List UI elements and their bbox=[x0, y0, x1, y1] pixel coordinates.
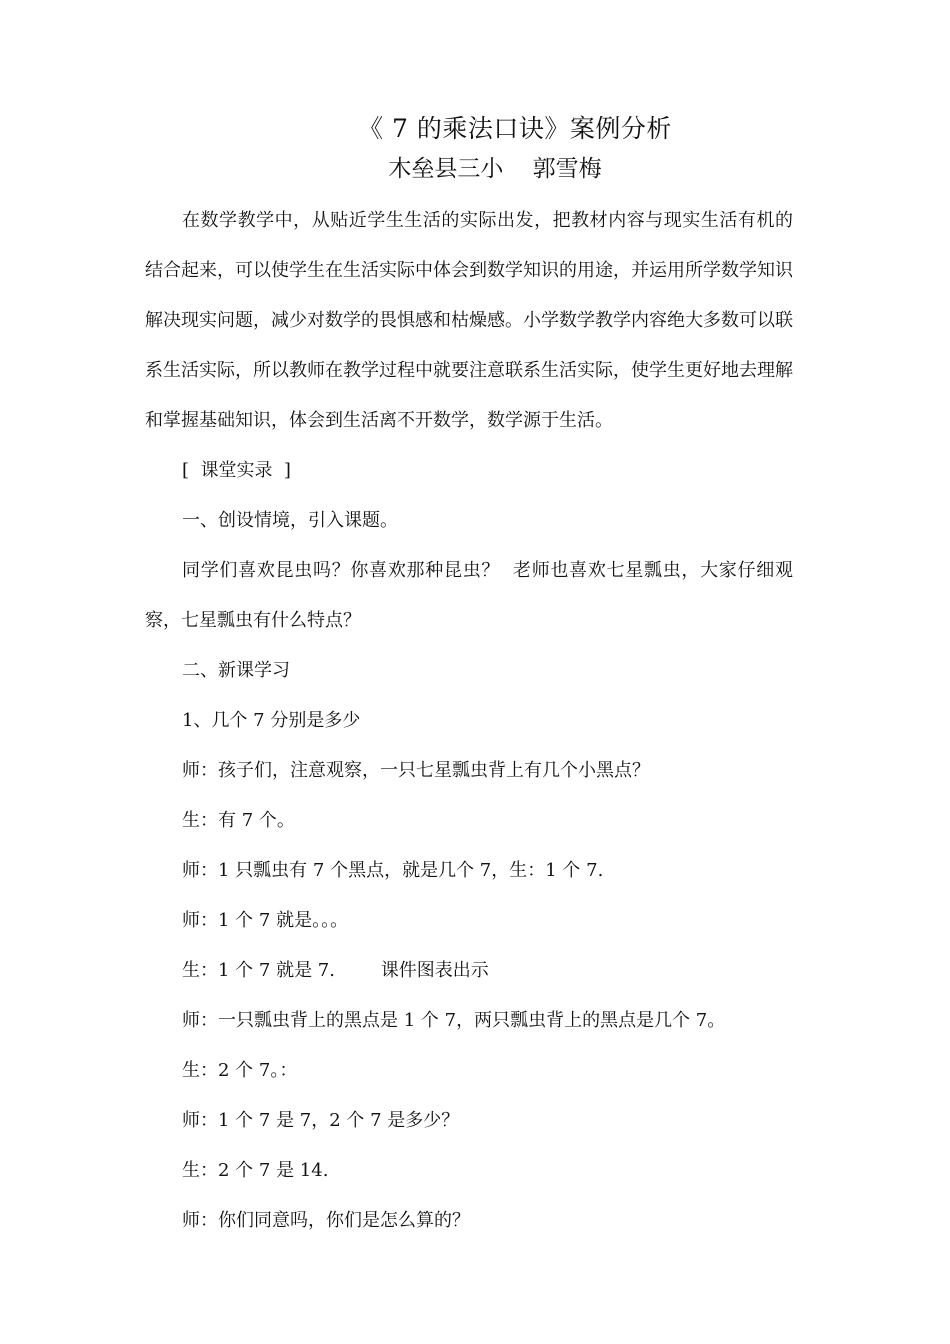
dialogue-line: 师：1 个 7 就是。。。 bbox=[182, 910, 349, 931]
dialogue-line: 师：你们同意吗，你们是怎么算的？ bbox=[182, 1210, 470, 1231]
dialogue-line: 师：一只瓢虫背上的黑点是 1 个 7，两只瓢虫背上的黑点是几个 7。 bbox=[182, 1010, 726, 1031]
paragraph-question: 同学们喜欢昆虫吗？你喜欢那种昆虫？ 老师也喜欢七星瓢虫，大家仔细观察，七星瓢虫有什么特点？ bbox=[145, 560, 793, 631]
dialogue-line: 生：有 7 个。 bbox=[182, 810, 295, 831]
document-body bbox=[145, 196, 793, 1246]
dialogue-line: 师：孩子们，注意观察，一只七星瓢虫背上有几个小黑点？ bbox=[182, 760, 650, 781]
dialogue-line: 师：1 只瓢虫有 7 个黑点，就是几个 7，生：1 个 7. bbox=[182, 860, 604, 881]
paragraph-section-label: [ 课堂实录 ] bbox=[182, 460, 291, 481]
dialogue-line: 师：1 个 7 是 7，2 个 7 是多少？ bbox=[182, 1110, 460, 1131]
dialogue-line: 生：2 个 7 是 14. bbox=[182, 1160, 329, 1181]
dialogue-line: 生：1 个 7 就是 7. 课件图表出示 bbox=[182, 960, 489, 981]
paragraph-subheading: 1、几个 7 分别是多少 bbox=[182, 710, 361, 731]
document-title: 《 7 的乘法口诀》案例分析 bbox=[358, 114, 672, 143]
paragraph-heading-2: 二、新课学习 bbox=[182, 660, 290, 681]
dialogue-line: 生：2 个 7。： bbox=[182, 1060, 298, 1081]
paragraph-heading-1: 一、创设情境，引入课题。 bbox=[182, 510, 398, 531]
document-subtitle: 木垒县三小 郭雪梅 bbox=[388, 156, 602, 182]
paragraph-intro: 在数学教学中，从贴近学生生活的实际出发，把教材内容与现实生活有机的结合起来，可以使学生在生活实际中体会到数学知识的用途，并运用所学数学知识解决现实问题，减少对数学的畏惧感和枯燥感。小学数学教学内容绝大多数可以联系生活实际，所以教师在教学过程中就要注意联系生活实际，使学生更好地去理解和掌握基础知识，体会到生活离不开数学，数学源于生活。 bbox=[145, 210, 793, 431]
